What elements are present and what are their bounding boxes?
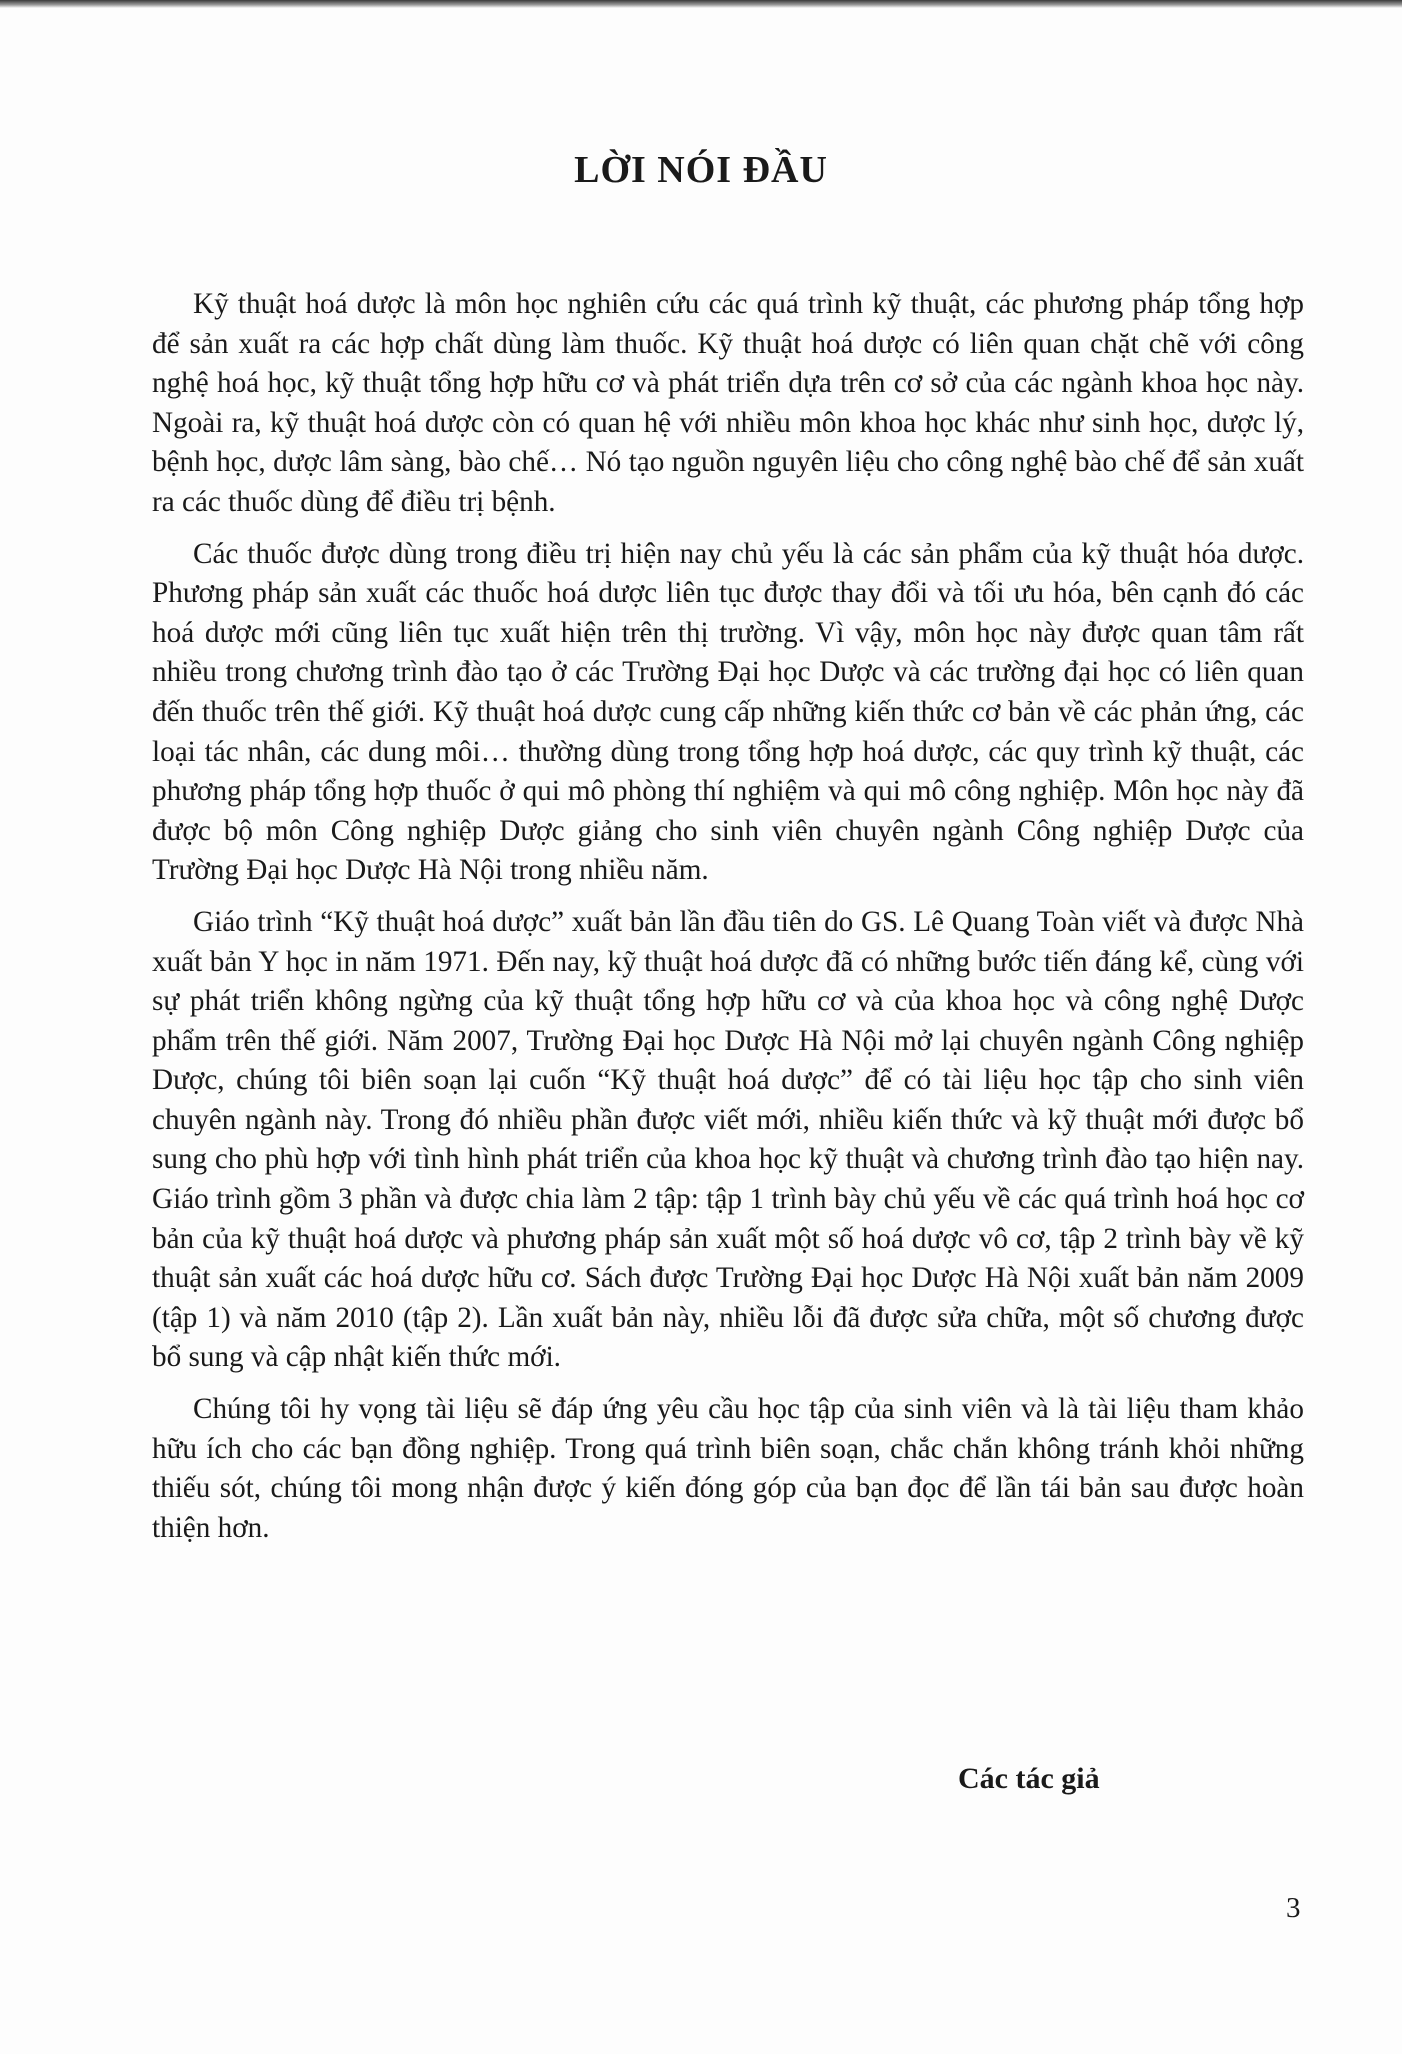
author-signature: Các tác giả: [958, 1762, 1100, 1795]
paragraph-3: Giáo trình “Kỹ thuật hoá dược” xuất bản lần đầu tiên do GS. Lê Quang Toàn viết và được Nhà xuất bản Y học in năm 1971. Đến nay, kỹ thuật hoá dược đã có những bước tiến đáng kể, cùng với sự phát triển không ngừng của kỹ thuật tổng hợp hữu cơ và của khoa học và công nghệ Dược phẩm trên thế giới. Năm 2007, Trường Đại học Dược Hà Nội mở lại chuyên ngành Công nghiệp Dược, chúng tôi biên soạn lại cuốn “Kỹ thuật hoá dược” để có tài liệu học tập cho sinh viên chuyên ngành này. Trong đó nhiều phần được viết mới, nhiều kiến thức và kỹ thuật mới được bổ sung cho phù hợp với tình hình phát triển của khoa học kỹ thuật và chương trình đào tạo hiện nay. Giáo trình gồm 3 phần và được chia làm 2 tập: tập 1 trình bày chủ yếu về các quá trình hoá học cơ bản của kỹ thuật hoá dược và phương pháp sản xuất một số hoá dược vô cơ, tập 2 trình bày về kỹ thuật sản xuất các hoá dược hữu cơ. Sách được Trường Đại học Dược Hà Nội xuất bản năm 2009 (tập 1) và năm 2010 (tập 2). Lần xuất bản này, nhiều lỗi đã được sửa chữa, một số chương được bổ sung và cập nhật kiến thức mới.: [152, 905, 1304, 1374]
page-number: 3: [1286, 1892, 1301, 1924]
paragraph-1: Kỹ thuật hoá dược là môn học nghiên cứu các quá trình kỹ thuật, các phương pháp tổng hợp để sản xuất ra các hợp chất dùng làm thuốc. Kỹ thuật hoá dược có liên quan chặt chẽ với công nghệ hoá học, kỹ thuật tổng hợp hữu cơ và phát triển dựa trên cơ sở của các ngành khoa học này. Ngoài ra, kỹ thuật hoá dược còn có quan hệ với nhiều môn khoa học khác như sinh học, dược lý, bệnh học, dược lâm sàng, bào chế… Nó tạo nguồn nguyên liệu cho công nghệ bào chế để sản xuất ra các thuốc dùng để điều trị bệnh.: [152, 288, 1304, 518]
page-top-edge: [0, 0, 1402, 8]
paragraph-4: Chúng tôi hy vọng tài liệu sẽ đáp ứng yêu cầu học tập của sinh viên và là tài liệu tham khảo hữu ích cho các bạn đồng nghiệp. Trong quá trình biên soạn, chắc chắn không tránh khỏi những thiếu sót, chúng tôi mong nhận được ý kiến đóng góp của bạn đọc để lần tái bản sau được hoàn thiện hơn.: [152, 1393, 1304, 1544]
page-title: LỜI NÓI ĐẦU: [574, 149, 828, 191]
paragraph-2: Các thuốc được dùng trong điều trị hiện nay chủ yếu là các sản phẩm của kỹ thuật hóa dược. Phương pháp sản xuất các thuốc hoá dược liên tục được thay đổi và tối ưu hóa, bên cạnh đó các hoá dược mới cũng liên tục xuất hiện trên thị trường. Vì vậy, môn học này được quan tâm rất nhiều trong chương trình đào tạo ở các Trường Đại học Dược và các trường đại học có liên quan đến thuốc trên thế giới. Kỹ thuật hoá dược cung cấp những kiến thức cơ bản về các phản ứng, các loại tác nhân, các dung môi… thường dùng trong tổng hợp hoá dược, các quy trình kỹ thuật, các phương pháp tổng hợp thuốc ở qui mô phòng thí nghiệm và qui mô công nghiệp. Môn học này đã được bộ môn Công nghiệp Dược giảng cho sinh viên chuyên ngành Công nghiệp Dược của Trường Đại học Dược Hà Nội trong nhiều năm.: [152, 537, 1304, 887]
body-text: [152, 285, 1304, 1560]
